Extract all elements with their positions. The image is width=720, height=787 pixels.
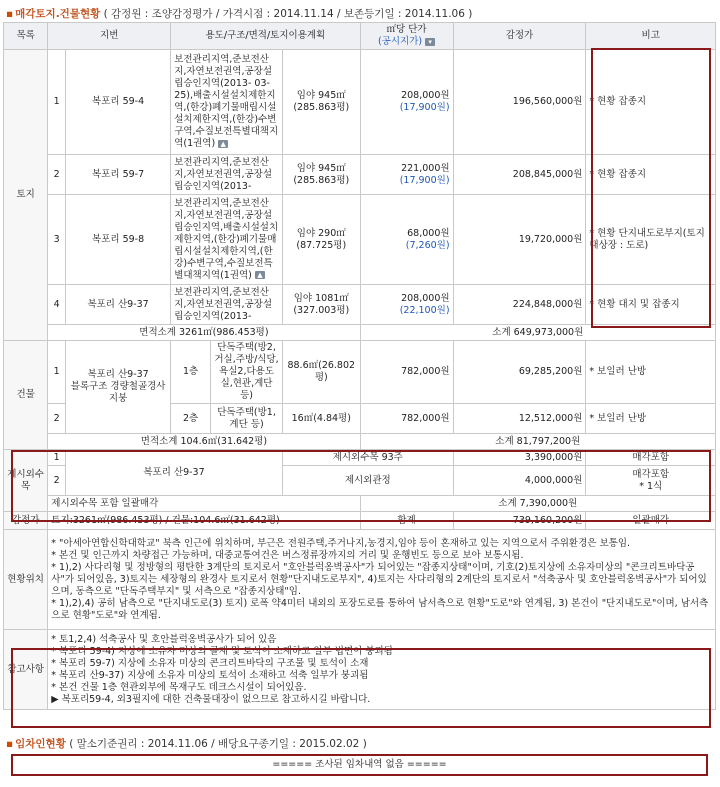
land-plan: 보전관리지역,준보전산지,자연보전권역,공장설립승인지역(2013- 03-25),배출시설설치제한지역,(한강)폐기물매립시설설치제한지역,(한강)수변구역,수질보전특별대책지역(1권역) ▲ [171, 50, 283, 155]
extra-desc: 제시외관정 [283, 466, 454, 496]
sale-status-header [6, 6, 472, 21]
extra-category: 제시외수목 [4, 450, 48, 512]
land-row-2 [4, 155, 716, 195]
appraisal-sum-label: 합계 [360, 512, 453, 530]
land-lot: 복포리 59-7 [65, 155, 170, 195]
land-no: 4 [48, 285, 66, 325]
location-line: * 본건 및 인근까지 차량접근 가능하며, 대중교통여건은 버스정류장까지의 거리 및 운행빈도 등으로 보아 보통시됨. [51, 549, 524, 561]
location-text [48, 530, 716, 630]
land-category: 토지 [4, 50, 48, 341]
building-remark: * 보일러 난방 [586, 341, 716, 404]
land-lot: 복포리 59-4 [65, 50, 170, 155]
location-row [4, 530, 716, 630]
tenant-meta: ( 말소기준권리 : 2014.11.06 / 배당요구종기일 : 2015.02.02 ) [69, 738, 367, 750]
land-area: 임야 945㎡ (285.863평) [283, 155, 361, 195]
col-unit-price [360, 23, 453, 50]
plan-detail-icon[interactable]: ▲ [255, 271, 265, 279]
col-use: 용도/구조/면적/토지이용계획 [171, 23, 360, 50]
header-row [4, 23, 716, 50]
land-price: 221,000원 (17,900원) [360, 155, 453, 195]
building-price: 782,000원 [360, 341, 453, 404]
reference-text [48, 630, 716, 710]
appraisal-sum-value: 739,160,200원 [453, 512, 586, 530]
reference-line: * 복포리 59-7) 지상에 소유자 미상의 콘크리트바닥의 구조물 및 토석이 소재 [51, 657, 369, 669]
building-floor: 2층 [171, 404, 211, 434]
bullet-icon: ▪ [6, 8, 14, 20]
extra-remark: 매각포함 [586, 450, 716, 466]
building-value: 12,512,000원 [453, 404, 586, 434]
extra-no: 1 [48, 450, 66, 466]
tenant-header [6, 736, 367, 751]
col-lot: 지번 [48, 23, 171, 50]
appraisal-row [4, 512, 716, 530]
extra-value: 3,390,000원 [453, 450, 586, 466]
sale-status-table [3, 22, 716, 710]
reference-line: * 복포리 산9-37) 지상에 소유자 미상의 토석이 소재하고 석축 일부가 붕괴됨 [51, 669, 369, 681]
land-value: 208,845,000원 [453, 155, 586, 195]
appraisal-label: 감정가 [4, 512, 48, 530]
land-value: 19,720,000원 [453, 195, 586, 285]
land-row-3 [4, 195, 716, 285]
extra-desc: 제시외수목 93주 [283, 450, 454, 466]
extra-no: 2 [48, 466, 66, 496]
building-price: 782,000원 [360, 404, 453, 434]
location-line: * 1),2),4) 공히 남측으로 "단지내도로(3) 토지) 로폭 약4미터 내외의 포장도로를 통하여 남서측으로 현황"도로"와 연계됨, 3) 본건이 "단지내도로"이며, 남서측으로 현황"도로"와 연계됨. [51, 597, 709, 621]
land-no: 1 [48, 50, 66, 155]
land-remark: * 현황 잡종지 [586, 155, 716, 195]
extra-value-total: 소계 7,390,000원 [360, 496, 715, 512]
location-line: * "아세아연합신학대학교" 북측 인근에 위치하며, 부근은 전원주택,주거나지,농경지,임야 등이 혼재하고 있는 지역으로서 주위환경은 보통임. [51, 537, 631, 549]
building-lot: 복포리 산9-37 블록구조 경량철골경사지붕 [65, 341, 170, 434]
land-remark: * 현황 잡종지 [586, 50, 716, 155]
building-row-1 [4, 341, 716, 404]
col-appraisal: 감정가 [453, 23, 586, 50]
land-lot: 복포리 59-8 [65, 195, 170, 285]
building-value-total: 소계 81,797,200원 [360, 434, 715, 450]
extra-lot: 복포리 산9-37 [65, 450, 282, 496]
reference-line: * 본건 건물 1층 현관외부에 목재구도 데크스시설이 되어있음. [51, 681, 307, 693]
building-area: 88.6㎡(26.802평) [283, 341, 361, 404]
extra-subtotal-row [4, 496, 716, 512]
extra-value: 4,000,000원 [453, 466, 586, 496]
land-subtotal-row [4, 325, 716, 341]
land-area-total: 면적소계 3261㎡(986.453평) [48, 325, 360, 341]
bullet-icon: ▪ [6, 738, 14, 750]
sale-status-title: 매각토지.건물현황 [15, 8, 101, 20]
col-item: 목록 [4, 23, 48, 50]
land-value-total: 소계 649,973,000원 [360, 325, 715, 341]
land-plan: 보전관리지역,준보전산지,자연보전권역,공장설립승인지역,배출시설설치제한지역,(한강)폐기물매립시설설치제한지역,(한강)수변구역,수질보전특별대책지역(1권역) ▲ [171, 195, 283, 285]
land-value: 224,848,000원 [453, 285, 586, 325]
land-no: 3 [48, 195, 66, 285]
land-plan: 보전관리지역,준보전산지,자연보전권역,공장설립승인지역(2013- [171, 285, 283, 325]
public-price-label: (공시지가) [377, 36, 423, 47]
building-area: 16㎡(4.84평) [283, 404, 361, 434]
tenant-notice: ===== 조사된 임차내역 없음 ===== [11, 754, 708, 776]
building-no: 1 [48, 341, 66, 404]
land-price: 208,000원 (17,900원) [360, 50, 453, 155]
building-area-total: 면적소계 104.6㎡(31.642평) [48, 434, 360, 450]
land-lot: 복포리 산9-37 [65, 285, 170, 325]
reference-line: * 복포리 59-4) 지상에 소유자 미상의 골재 및 토석이 소재하고 일부 법면이 붕괴됨 [51, 645, 393, 657]
col-remarks: 비고 [586, 23, 716, 50]
land-price: 68,000원 (7,260원) [360, 195, 453, 285]
location-label: 현황위치 [4, 530, 48, 630]
land-price: 208,000원 (22,100원) [360, 285, 453, 325]
appraisal-detail: 토지:3261㎡(986.453평) / 건물:104.6㎡(31.642평) [48, 512, 360, 530]
tenant-title: 임차인현황 [15, 738, 66, 750]
building-floor: 1층 [171, 341, 211, 404]
land-remark: * 현황 대지 및 잡종지 [586, 285, 716, 325]
land-area: 임야 1081㎡ (327.003평) [283, 285, 361, 325]
building-value: 69,285,200원 [453, 341, 586, 404]
land-row-1 [4, 50, 716, 155]
reference-label: 참고사항 [4, 630, 48, 710]
land-remark: * 현황 단지내도로부지(토지대상장 : 도로) [586, 195, 716, 285]
land-no: 2 [48, 155, 66, 195]
expand-icon[interactable]: ▾ [425, 38, 435, 46]
building-no: 2 [48, 404, 66, 434]
extra-note: 제시외수목 포함 일괄매각 [48, 496, 360, 512]
extra-row-1 [4, 450, 716, 466]
building-remark: * 보일러 난방 [586, 404, 716, 434]
extra-remark: 매각포함 * 1식 [586, 466, 716, 496]
plan-detail-icon[interactable]: ▲ [218, 140, 228, 148]
appraisal-method: 일괄매각 [586, 512, 716, 530]
unit-price-label: ㎡당 단가 [386, 24, 427, 35]
building-category: 건물 [4, 341, 48, 450]
land-row-4 [4, 285, 716, 325]
reference-line: * 토1,2,4) 석축공사 및 호안블럭옹벽공사가 되어 있음 [51, 633, 277, 645]
reference-row [4, 630, 716, 710]
location-line: * 1),2) 사다리형 및 정방형의 평탄한 3계단의 토지로서 "호안블럭옹벽공사"가 되어있는 "잡종지상태"이며, 기호(2)토지상에 소유자미상의 "콘크리트바닥공사"가 되어있음, 3)토지는 세장형의 완경사 토지로서 현황"단지내도로부지", 4)토지는 사다리형의 2계단의 토지로서 "석축공사 및 호안블럭옹벽공사"가 되어있으며, 동측으로 "단독주택부지" 및 서측으로 "잡종지상태"임. [51, 561, 707, 597]
land-plan: 보전관리지역,준보전산지,자연보전권역,공장설립승인지역(2013- [171, 155, 283, 195]
land-area: 임야 290㎡ (87.725평) [283, 195, 361, 285]
building-use: 단독주택(방1,계단 등) [211, 404, 283, 434]
reference-line: ▶ 복포리59-4, 외3필지에 대한 건축물대장이 없으므로 참고하시길 바랍니다. [51, 693, 371, 705]
sale-status-meta: ( 감정원 : 조양감정평가 / 가격시점 : 2014.11.14 / 보존등기일 : 2014.11.06 ) [103, 8, 473, 20]
building-subtotal-row [4, 434, 716, 450]
building-use: 단독주택(방2,거실,주방/식당,욕실2,다용도실,현관,계단 등) [211, 341, 283, 404]
land-area: 임야 945㎡ (285.863평) [283, 50, 361, 155]
land-value: 196,560,000원 [453, 50, 586, 155]
